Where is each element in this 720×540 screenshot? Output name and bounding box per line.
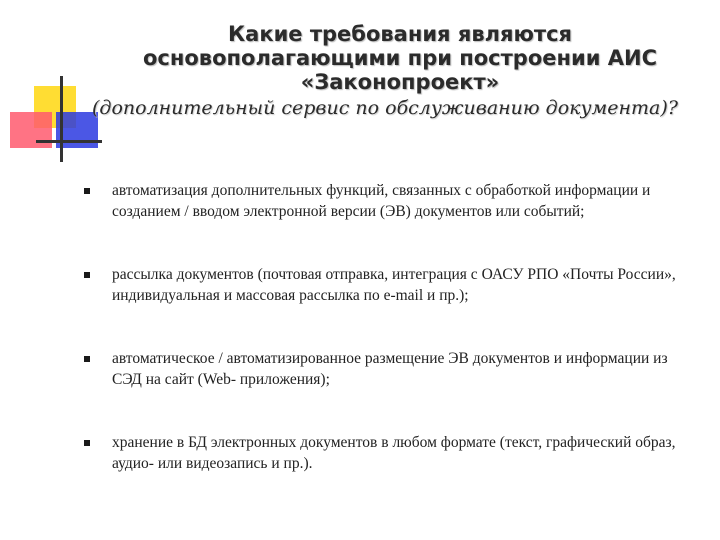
list-item: [82, 432, 682, 516]
list-item: [82, 264, 682, 348]
square-bullet-icon: [84, 356, 90, 362]
list-item-text: автоматизация дополнительных функций, связанных с обработкой информации и созданием / вводом электронной версии (ЭВ) документов или событий;: [112, 182, 651, 220]
list-item: [82, 348, 682, 432]
square-bullet-icon: [84, 272, 90, 278]
list-item-text: рассылка документов (почтовая отправка, интеграция с ОАСУ РПО «Почты России», индивидуальная и массовая рассылка по e-mail и пр.);: [112, 266, 676, 304]
slide-title: [110, 22, 690, 94]
list-item-text: автоматическое / автоматизированное размещение ЭВ документов и информации из СЭД на сайт (Web- приложения);: [112, 350, 668, 388]
vertical-line: [60, 76, 63, 162]
decorative-squares-logo: [0, 0, 110, 170]
square-bullet-icon: [84, 188, 90, 194]
bullet-list: [82, 180, 682, 516]
title-line-1: Какие требования являются: [227, 22, 573, 46]
square-bullet-icon: [84, 440, 90, 446]
title-line-3: «Законопроект»: [300, 70, 500, 94]
horizontal-line: [36, 140, 102, 143]
list-item-text: хранение в БД электронных документов в любом формате (текст, графический образ, аудио- или видеозапись и пр.).: [112, 434, 676, 472]
slide-subtitle: (дополнительный сервис по обслуживанию документа)?: [92, 97, 678, 119]
list-item: [82, 180, 682, 264]
title-line-2: основополагающими при построении АИС: [142, 46, 657, 70]
